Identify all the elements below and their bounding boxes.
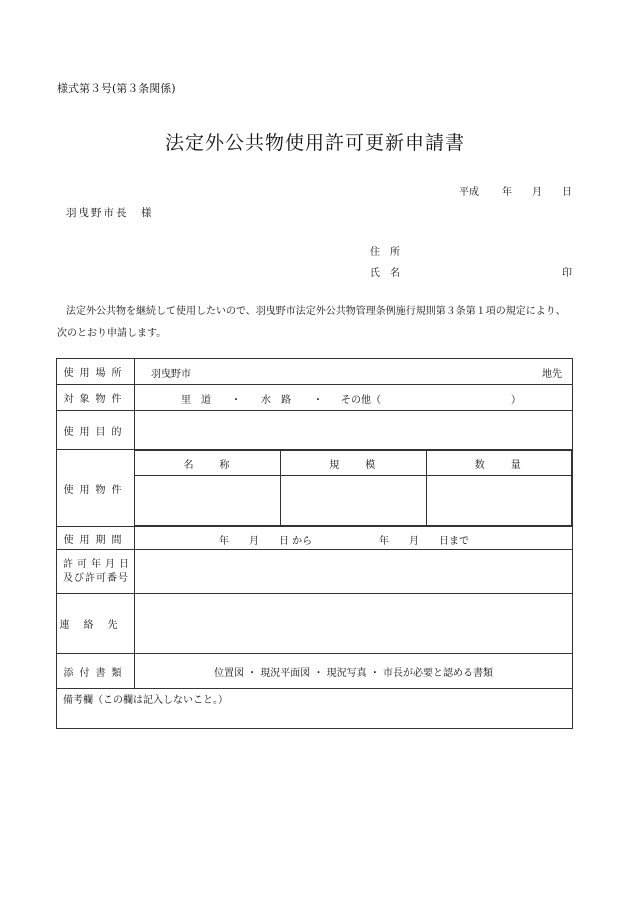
items-scale-cell[interactable] bbox=[281, 476, 427, 526]
date-year: 年 bbox=[502, 187, 512, 198]
body-line-1: 法定外公共物を継続して使用したいので、羽曳野市法定外公共物管理条例施行規則第３条第１項の規定により、 bbox=[66, 306, 566, 317]
permit-field[interactable] bbox=[135, 550, 573, 594]
period-field[interactable] bbox=[135, 527, 573, 550]
permit-label-line-2: 及び許可番号 bbox=[63, 572, 129, 584]
address-label: 住 所 bbox=[370, 247, 400, 258]
target-option-road[interactable]: 里 道 bbox=[181, 395, 211, 406]
attachments-text: 位置図 ・ 現況平面図 ・ 現況写真 ・ 市長が必要と認める書類 bbox=[213, 667, 494, 679]
row-items bbox=[57, 450, 573, 527]
row-permit bbox=[57, 550, 573, 594]
name-label: 氏 名 bbox=[370, 268, 400, 279]
separator-dot: ・ bbox=[313, 395, 323, 406]
remarks-label: 備考欄（この欄は記入しないこと。） bbox=[63, 695, 228, 706]
location-suffix: 地先 bbox=[542, 369, 562, 380]
permit-label-line-1: 許可年月日 bbox=[63, 558, 133, 570]
row-contact bbox=[57, 594, 573, 654]
location-city: 羽曳野市 bbox=[151, 369, 191, 380]
date-day: 日 bbox=[562, 187, 572, 198]
row-purpose bbox=[57, 411, 573, 450]
row-location bbox=[57, 359, 573, 385]
body-line-2: 次のとおり申請します。 bbox=[57, 328, 167, 339]
items-header-scale: 規 模 bbox=[281, 451, 427, 476]
application-table bbox=[56, 358, 573, 729]
items-quantity-cell[interactable] bbox=[426, 476, 572, 526]
items-field bbox=[135, 450, 573, 527]
purpose-field[interactable] bbox=[135, 411, 573, 450]
remarks-field bbox=[57, 689, 573, 729]
items-subtable bbox=[135, 450, 572, 526]
target-option-other[interactable]: その他（ bbox=[341, 395, 381, 406]
target-other-close: ） bbox=[511, 395, 521, 406]
purpose-label: 使用目的 bbox=[57, 411, 135, 450]
contact-field[interactable] bbox=[135, 594, 573, 654]
period-end: 年 月 日まで bbox=[379, 536, 469, 547]
separator-dot: ・ bbox=[231, 395, 241, 406]
items-header-quantity: 数 量 bbox=[426, 451, 572, 476]
row-attachments bbox=[57, 654, 573, 689]
contact-label: 連絡先 bbox=[57, 594, 135, 654]
items-header-name: 名 称 bbox=[135, 451, 281, 476]
page-title: 法定外公共物使用許可更新申請書 bbox=[164, 132, 465, 154]
attachments-label: 添付書類 bbox=[57, 654, 135, 689]
items-name-cell[interactable] bbox=[135, 476, 281, 526]
target-field[interactable] bbox=[135, 385, 573, 411]
row-target bbox=[57, 385, 573, 411]
addressee: 羽曳野市長 様 bbox=[66, 207, 154, 219]
date-era: 平成 bbox=[459, 187, 479, 198]
period-label: 使用期間 bbox=[57, 527, 135, 550]
row-period bbox=[57, 527, 573, 550]
location-label: 使用場所 bbox=[57, 359, 135, 385]
form-number: 様式第３号(第３条関係) bbox=[57, 82, 176, 95]
attachments-field bbox=[135, 654, 573, 689]
target-label: 対象物件 bbox=[57, 385, 135, 411]
date-month: 月 bbox=[532, 187, 542, 198]
row-remarks bbox=[57, 689, 573, 729]
period-start: 年 月 日 から bbox=[219, 536, 313, 547]
location-field[interactable] bbox=[135, 359, 573, 385]
items-label: 使用物件 bbox=[57, 450, 135, 527]
permit-label bbox=[57, 550, 135, 594]
seal-mark: 印 bbox=[562, 268, 572, 279]
target-option-waterway[interactable]: 水 路 bbox=[261, 395, 291, 406]
